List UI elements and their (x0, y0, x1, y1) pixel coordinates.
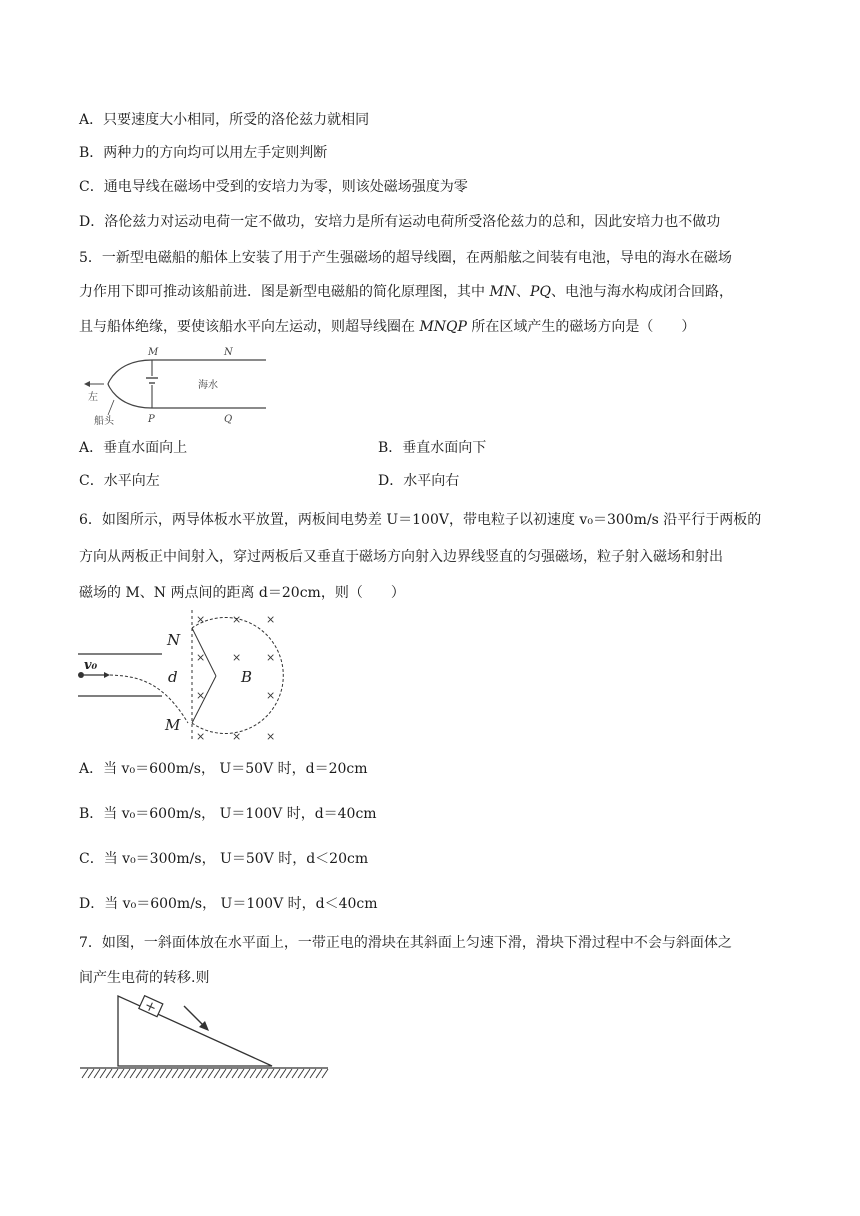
hatch-mark (136, 1069, 142, 1078)
q6-option-d: D．当 v₀＝600m/s， U＝100V 时，d＜40cm (79, 896, 378, 912)
hatch-mark (148, 1069, 154, 1078)
q5-stem-text: 所在区域产生的磁场方向是（ ） (466, 319, 696, 335)
q6-stem-line1: 6．如图所示，两导体板水平放置，两板间电势差 U＝100V，带电粒子以初速度 v₀＝300m/s 沿平行于两板的 (79, 512, 762, 528)
q5-stem-line3 (79, 317, 695, 337)
hatch-mark (154, 1069, 160, 1078)
hatch-mark (220, 1069, 226, 1078)
hatch-mark (196, 1069, 202, 1078)
hatch-mark (280, 1069, 286, 1078)
hatch-mark (124, 1069, 130, 1078)
q5-stem-line2 (79, 282, 733, 302)
hatch-mark (88, 1069, 94, 1078)
cross-mark: × (266, 730, 276, 743)
hatch-mark (244, 1069, 250, 1078)
hatch-mark (190, 1069, 196, 1078)
label-sea: 海水 (198, 380, 218, 391)
hatch-mark (250, 1069, 256, 1078)
hatch-mark (130, 1069, 136, 1078)
hatch-mark (208, 1069, 214, 1078)
cross-mark: × (196, 730, 206, 743)
label-b: B (241, 668, 253, 686)
circular-arc (192, 618, 283, 734)
motion-arrow-icon (184, 1006, 204, 1026)
q5-stem-text: 、电池与海水构成闭合回路， (550, 284, 733, 300)
hatch-mark (316, 1069, 322, 1078)
cross-mark: × (266, 651, 276, 664)
hatch-mark (256, 1069, 262, 1078)
q5-option-b: B．垂直水面向下 (378, 440, 487, 456)
label-v0: v₀ (84, 658, 98, 673)
hatch-mark (118, 1069, 124, 1078)
label-bow: 船头 (94, 416, 114, 427)
hatch-mark (112, 1069, 118, 1078)
label-pq: PQ (530, 284, 551, 300)
q7-incline-diagram (78, 992, 330, 1082)
hatch-mark (82, 1069, 88, 1078)
q4-option-d: D．洛伦兹力对运动电荷一定不做功，安培力是所有运动电荷所受洛伦兹力的总和，因此安培力也不做功 (79, 214, 721, 230)
q5-stem-text: 且与船体绝缘，要使该船水平向左运动，则超导线圈在 (79, 319, 420, 335)
label-left: 左 (88, 392, 98, 403)
label-m: M (165, 716, 181, 734)
cross-mark: × (196, 689, 206, 702)
q6-stem-line2: 方向从两板正中间射入，穿过两板后又垂直于磁场方向射入边界线竖直的匀强磁场，粒子射入磁场和射出 (79, 549, 723, 565)
label-mn: MN (489, 284, 517, 300)
cross-mark: × (196, 613, 206, 626)
q7-stem-line1: 7．如图，一斜面体放在水平面上，一带正电的滑块在其斜面上匀速下滑，滑块下滑过程中不会与斜面体之 (79, 935, 732, 951)
hatch-mark (184, 1069, 190, 1078)
q7-stem-line2: 间产生电荷的转移.则 (79, 970, 210, 986)
cross-mark: × (232, 651, 242, 664)
q4-option-b: B．两种力的方向均可以用左手定则判断 (79, 145, 328, 161)
hatch-mark (292, 1069, 298, 1078)
q5-option-a: A．垂直水面向上 (79, 440, 188, 456)
hatch-mark (322, 1069, 328, 1078)
hatch-mark (142, 1069, 148, 1078)
label-m: M (148, 347, 159, 358)
cross-mark: × (232, 730, 242, 743)
q5-stem-line1: 5．一新型电磁船的船体上安装了用于产生强磁场的超导线圈，在两船舷之间装有电池，导电的海水在磁场 (79, 250, 732, 266)
q6-option-c: C．当 v₀＝300m/s， U＝50V 时，d＜20cm (79, 851, 369, 867)
velocity-arrow-icon (104, 672, 110, 678)
hatch-mark (238, 1069, 244, 1078)
hatch-mark (286, 1069, 292, 1078)
hatch-mark (166, 1069, 172, 1078)
hatch-mark (172, 1069, 178, 1078)
ship-bow-outline (108, 360, 152, 408)
hatch-mark (94, 1069, 100, 1078)
label-mnqp: MNQP (419, 319, 467, 335)
label-n: N (224, 347, 233, 358)
q5-option-d: D．水平向右 (378, 473, 460, 489)
hatch-mark (268, 1069, 274, 1078)
cross-mark: × (196, 651, 206, 664)
label-d: d (168, 668, 178, 686)
cross-mark: × (266, 613, 276, 626)
q5-ship-diagram (78, 342, 268, 427)
ground-hatching (82, 1069, 328, 1078)
hatch-mark (106, 1069, 112, 1078)
hatch-mark (274, 1069, 280, 1078)
q6-stem-line3: 磁场的 M、N 两点间的距离 d＝20cm，则（ ） (79, 585, 405, 601)
separator: 、 (516, 284, 531, 300)
hatch-mark (262, 1069, 268, 1078)
label-p: P (148, 414, 155, 425)
q4-option-a: A．只要速度大小相同，所受的洛伦兹力就相同 (79, 112, 370, 128)
q5-stem-text: 力作用下即可推动该船前进．图是新型电磁船的简化原理图，其中 (79, 284, 490, 300)
hatch-mark (232, 1069, 238, 1078)
hatch-mark (226, 1069, 232, 1078)
cross-mark: × (232, 613, 242, 626)
label-n: N (167, 631, 181, 649)
q6-option-b: B．当 v₀＝600m/s， U＝100V 时，d＝40cm (79, 806, 377, 822)
hatch-mark (202, 1069, 208, 1078)
hatch-mark (214, 1069, 220, 1078)
label-q: Q (224, 414, 233, 425)
hatch-mark (100, 1069, 106, 1078)
hatch-mark (160, 1069, 166, 1078)
hatch-mark (298, 1069, 304, 1078)
hatch-mark (178, 1069, 184, 1078)
q6-magnetic-field-diagram (76, 608, 286, 744)
q5-option-c: C．水平向左 (79, 473, 160, 489)
q4-option-c: C．通电导线在磁场中受到的安培力为零，则该处磁场强度为零 (79, 179, 468, 195)
cross-mark: × (266, 689, 276, 702)
charge-sign: + (141, 997, 160, 1017)
hatch-mark (304, 1069, 310, 1078)
hatch-mark (310, 1069, 316, 1078)
q6-option-a: A．当 v₀＝600m/s， U＝50V 时，d＝20cm (79, 761, 368, 777)
